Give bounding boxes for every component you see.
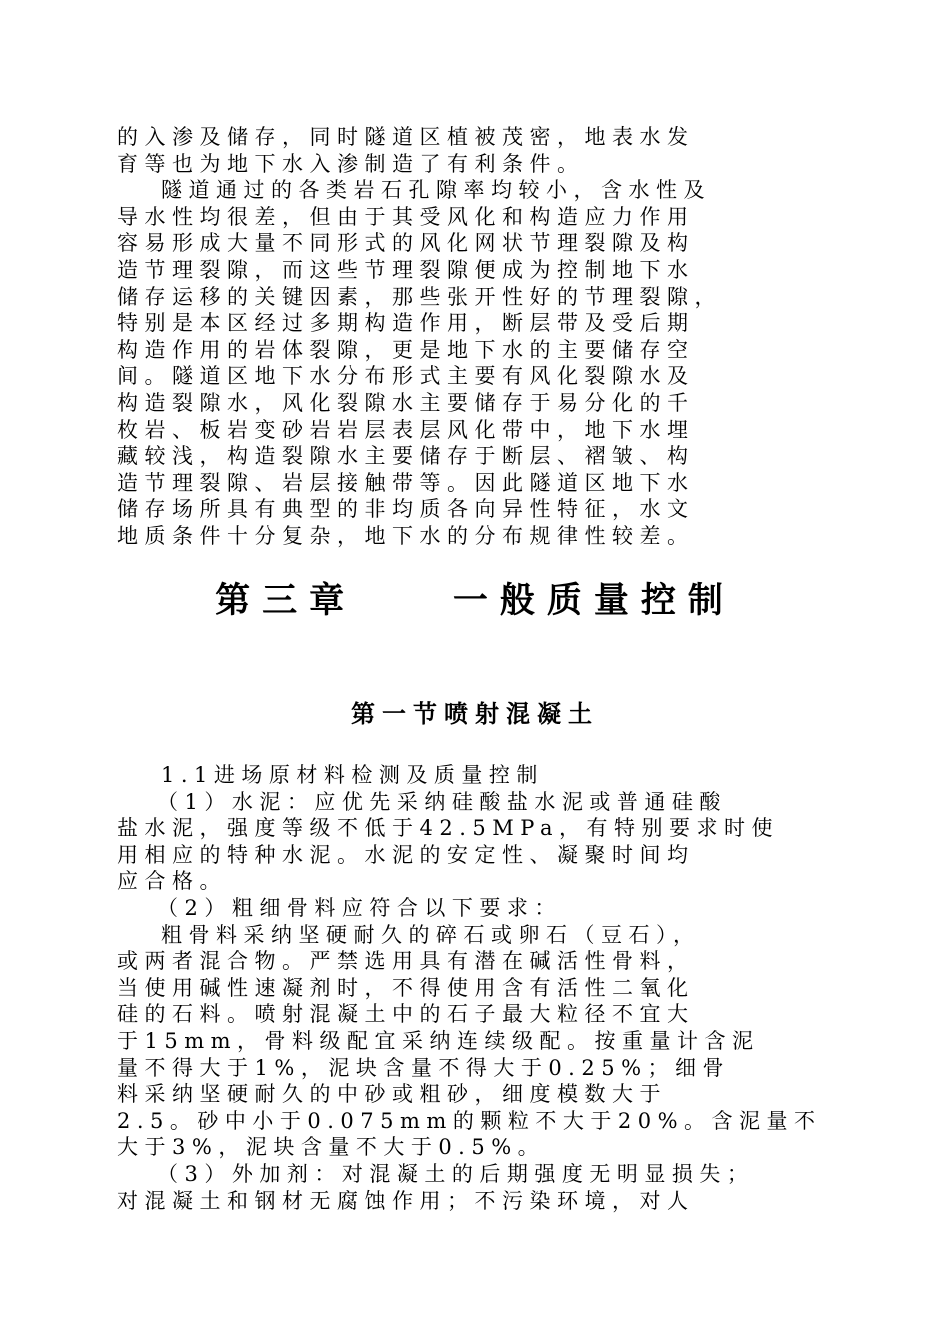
text-line: 构造作用的岩体裂隙，更是地下水的主要储存空: [117, 337, 695, 362]
section-title: 第一节喷射混凝土: [351, 700, 599, 728]
text-line: 枚岩、板岩变砂岩岩层表层风化带中，地下水埋: [117, 417, 695, 442]
text-line: 造节理裂隙，而这些节理裂隙便成为控制地下水: [117, 257, 695, 282]
text-line: 育等也为地下水入渗制造了有利条件。: [117, 151, 585, 176]
text-line: （2）粗细骨料应符合以下要求：: [157, 895, 562, 920]
text-line: 料采纳坚硬耐久的中砂或粗砂，细度模数大于: [117, 1082, 667, 1107]
text-line: 地质条件十分复杂，地下水的分布规律性较差。: [117, 523, 695, 548]
text-line: 或两者混合物。严禁选用具有潜在碱活性骨料，: [117, 949, 695, 974]
text-line: 硅的石料。喷射混凝土中的石子最大粒径不宜大: [117, 1002, 695, 1027]
text-line: 特别是本区经过多期构造作用，断层带及受后期: [117, 311, 695, 336]
text-line: （3）外加剂：对混凝土的后期强度无明显损失；: [157, 1161, 755, 1186]
text-line: 1.1进场原材料检测及质量控制: [161, 763, 544, 787]
chapter-title: 第三章 一般质量控制: [215, 581, 735, 621]
text-line: 储存运移的关键因素，那些张开性好的节理裂隙，: [117, 284, 722, 309]
text-line: 大于3%，泥块含量不大于0.5%。: [117, 1135, 546, 1160]
text-line: 间。隧道区地下水分布形式主要有风化裂隙水及: [117, 364, 695, 389]
text-line: 的入渗及储存，同时隧道区植被茂密，地表水发: [117, 125, 695, 149]
text-line: 储存场所具有典型的非均质各向异性特征，水文: [117, 497, 695, 522]
text-line: 对混凝土和钢材无腐蚀作用；不污染环境，对人: [117, 1188, 695, 1213]
text-line: （1）水泥：应优先采纳硅酸盐水泥或普通硅酸: [157, 789, 727, 814]
paragraph-hydrogeology: [117, 124, 833, 550]
text-line: 于15mm，骨料级配宜采纳连续级配。按重量计含泥: [117, 1028, 760, 1053]
text-line: 造节理裂隙、岩层接触带等。因此隧道区地下水: [117, 470, 695, 495]
text-line: 粗骨料采纳坚硬耐久的碎石或卵石（豆石），: [161, 922, 701, 947]
text-line: 盐水泥，强度等级不低于42.5MPa，有特别要求时使: [117, 816, 779, 841]
text-line: 用相应的特种水泥。水泥的安定性、凝聚时间均: [117, 842, 695, 867]
text-line: 当使用碱性速凝剂时，不得使用含有活性二氧化: [117, 975, 695, 1000]
text-line: 容易形成大量不同形式的风化网状节理裂隙及构: [117, 231, 695, 256]
text-line: 量不得大于1%，泥块含量不得大于0.25%；细骨: [117, 1055, 731, 1080]
text-line: 2.5。砂中小于0.075mm的颗粒不大于20%。含泥量不: [117, 1108, 822, 1133]
text-line: 构造裂隙水，风化裂隙水主要储存于易分化的千: [117, 390, 695, 415]
text-line: 导水性均很差，但由于其受风化和构造应力作用: [117, 204, 695, 229]
text-line: 隧道通过的各类岩石孔隙率均较小，含水性及: [161, 178, 711, 203]
text-line: 藏较浅，构造裂隙水主要储存于断层、褶皱、构: [117, 444, 695, 469]
text-line: 应合格。: [117, 869, 227, 894]
paragraph-materials: [117, 762, 833, 1214]
